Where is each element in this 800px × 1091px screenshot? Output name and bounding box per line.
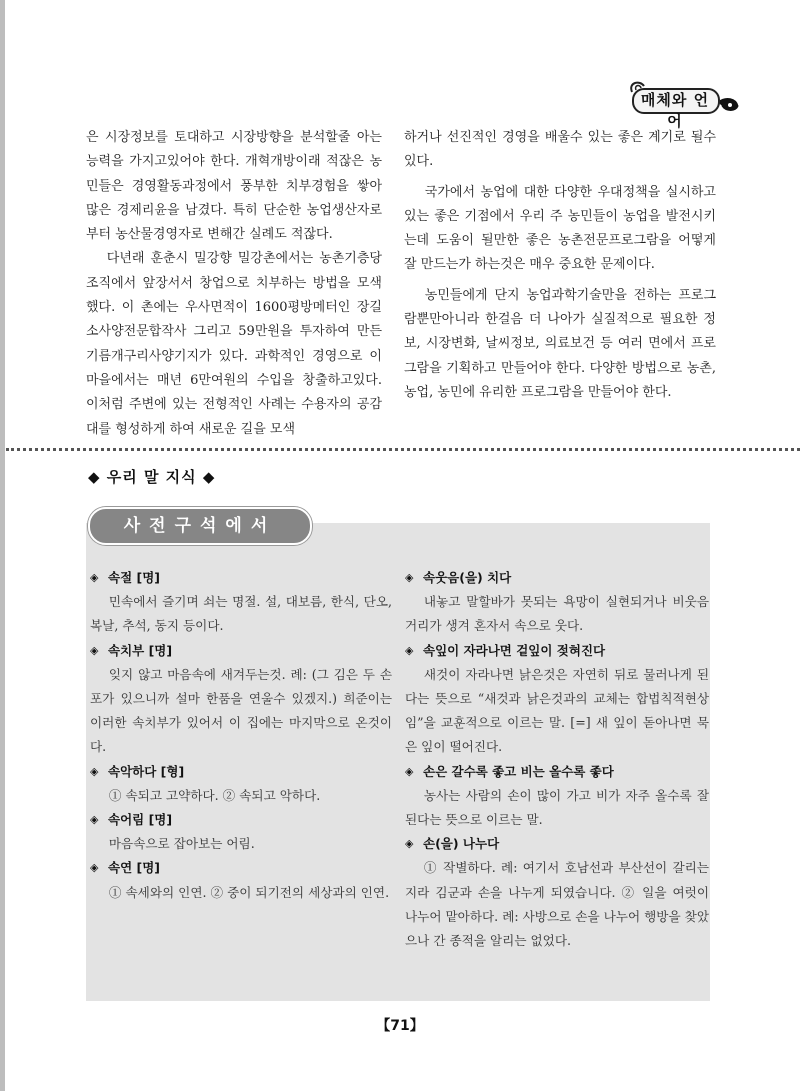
badge-label: 매체와 언어 — [640, 91, 710, 130]
entry-term: 속악하다 [형] — [108, 763, 185, 779]
diamond-bullet-icon: ◈ — [90, 813, 99, 827]
entry-heading — [405, 639, 709, 663]
entry-term: 속웃음(을) 치다 — [423, 570, 512, 585]
article-paragraph: 은 시장정보를 토대하고 시장방향을 분석할줄 아는 능력을 가지고있어야 한다. 개혁개방이래 적잖은 농민들은 경영활동과정에서 풍부한 치부경험을 쌓아 많은 경제리윤을 남겼다. 특히 단순한 농업생산자로부터 농산물경영자로 변해간 실례도 적잖다. — [86, 130, 382, 243]
entry-term: 속치부 [명] — [108, 642, 173, 658]
entry-definition: ① 속세와의 인연. ② 중이 되기전의 세상과의 인연. — [108, 884, 390, 900]
entry-heading — [405, 566, 709, 590]
diamond-bullet-icon: ◈ — [90, 861, 99, 875]
entry-definition: 새것이 자라나면 낡은것은 자연히 뒤로 물러나게 된다는 뜻으로 “새것과 낡은것과의 교체는 합법칙적현상임”을 교훈적으로 이르는 말. [=] 새 잎이 돋아나면 묵은 잎이 떨어진다. — [405, 666, 709, 755]
entry-term: 속어림 [명] — [108, 812, 173, 828]
dictionary-column-right — [405, 566, 709, 953]
entry-heading — [405, 832, 709, 856]
entry-definition: ① 속되고 고약하다. ② 속되고 악하다. — [108, 787, 321, 803]
entry-definition: 민속에서 즐기며 쇠는 명절. 설, 대보름, 한식, 단오, 복날, 추석, 동지 등이다. — [90, 594, 392, 634]
dictionary-title-pill: 사전구석에서 — [88, 507, 312, 545]
header-badge — [618, 76, 746, 130]
diamond-bullet-icon: ◈ — [405, 764, 414, 778]
entry-heading — [405, 760, 709, 784]
article-paragraph: 다년래 훈춘시 밀강향 밀강촌에서는 농촌기층당조직에서 앞장서서 창업으로 치부하는 방법을 모색했다. 이 촌에는 우사면적이 1600평방메터인 장길소사양전문합작사 그리고 59만원을 투자하여 만든 기름개구리사양기지가 있다. 과학적인 경영으로 이 마을에서는 매년 6만여원의 수입을 창출하고있다. 이처럼 주변에 있는 전형적인 사례는 수용자의 공감대를 형성하게 하여 새로운 길을 모색 — [86, 251, 382, 437]
article-paragraph: 국가에서 농업에 대한 다양한 우대정책을 실시하고있는 좋은 기점에서 우리 주 농민들이 농업을 발전시키는데 도움이 될만한 좋은 농촌전문프로그람을 어떻게 잘 만드는가 하는것은 매우 중요한 문제이다. — [404, 184, 716, 273]
entry-heading — [90, 566, 392, 590]
entry-term: 속잎이 자라나면 겉잎이 젖혀진다 — [423, 642, 606, 658]
diamond-bullet-icon: ◈ — [405, 643, 414, 657]
entry-heading — [90, 856, 392, 880]
entry-heading — [90, 639, 392, 663]
entry-term: 손은 갈수록 좋고 비는 올수록 좋다 — [423, 763, 614, 779]
entry-definition: ① 작별하다. 례: 여기서 호남선과 부산선이 갈리는지라 김군과 손을 나누게 되였습니다. ② 일을 여럿이 나누어 맡아하다. 례: 사방으로 손을 나누어 행방을 찾았으나 간 종적을 알리는 없었다. — [405, 860, 709, 949]
page-edge — [0, 0, 5, 1091]
article-paragraph: 하거나 선진적인 경영을 배울수 있는 좋은 계기로 될수 있다. — [404, 130, 716, 170]
article-column-right — [404, 126, 716, 405]
entry-definition: 내놓고 말할바가 못되는 욕망이 실현되거나 비웃음거리가 생겨 혼자서 속으로 웃다. — [405, 594, 709, 634]
entry-heading — [90, 760, 392, 784]
diamond-bullet-icon: ◈ — [90, 764, 99, 778]
diamond-bullet-icon: ◈ — [90, 643, 99, 657]
section-title: ◆ 우리 말 지식 ◆ — [88, 468, 216, 486]
dictionary-column-left — [90, 566, 392, 905]
entry-heading — [90, 808, 392, 832]
page-number: 【71】 — [376, 1018, 424, 1034]
entry-term: 속연 [명] — [108, 860, 161, 876]
entry-term: 속절 [명] — [108, 570, 161, 585]
diamond-bullet-icon: ◈ — [405, 837, 414, 851]
diamond-bullet-icon: ◈ — [90, 571, 99, 584]
article-paragraph: 농민들에게 단지 농업과학기술만을 전하는 프로그람뿐만아니라 한걸음 더 나아가 실질적으로 필요한 정보, 시장변화, 날씨정보, 의료보건 등 여러 면에서 프로그람을 기획하고 만들어야 한다. 다양한 방법으로 농촌, 농업, 농민에 유리한 프로그람을 만들어야 한다. — [404, 287, 716, 400]
entry-definition: 마음속으로 잡아보는 어림. — [108, 836, 255, 852]
entry-term: 손(을) 나누다 — [423, 836, 500, 852]
entry-definition: 잊지 않고 마음속에 새겨두는것. 례: (그 김은 두 손포가 있으니까 설마 한품을 연울수 있겠지.) 희준이는 이러한 속치부가 있어서 이 집에는 마지막으로 온것이다. — [90, 666, 392, 755]
diamond-bullet-icon: ◈ — [405, 571, 414, 584]
entry-definition: 농사는 사람의 손이 많이 가고 비가 자주 올수록 잘된다는 뜻으로 이르는 말. — [405, 787, 709, 828]
article-column-left — [86, 126, 382, 442]
section-divider — [6, 448, 800, 451]
